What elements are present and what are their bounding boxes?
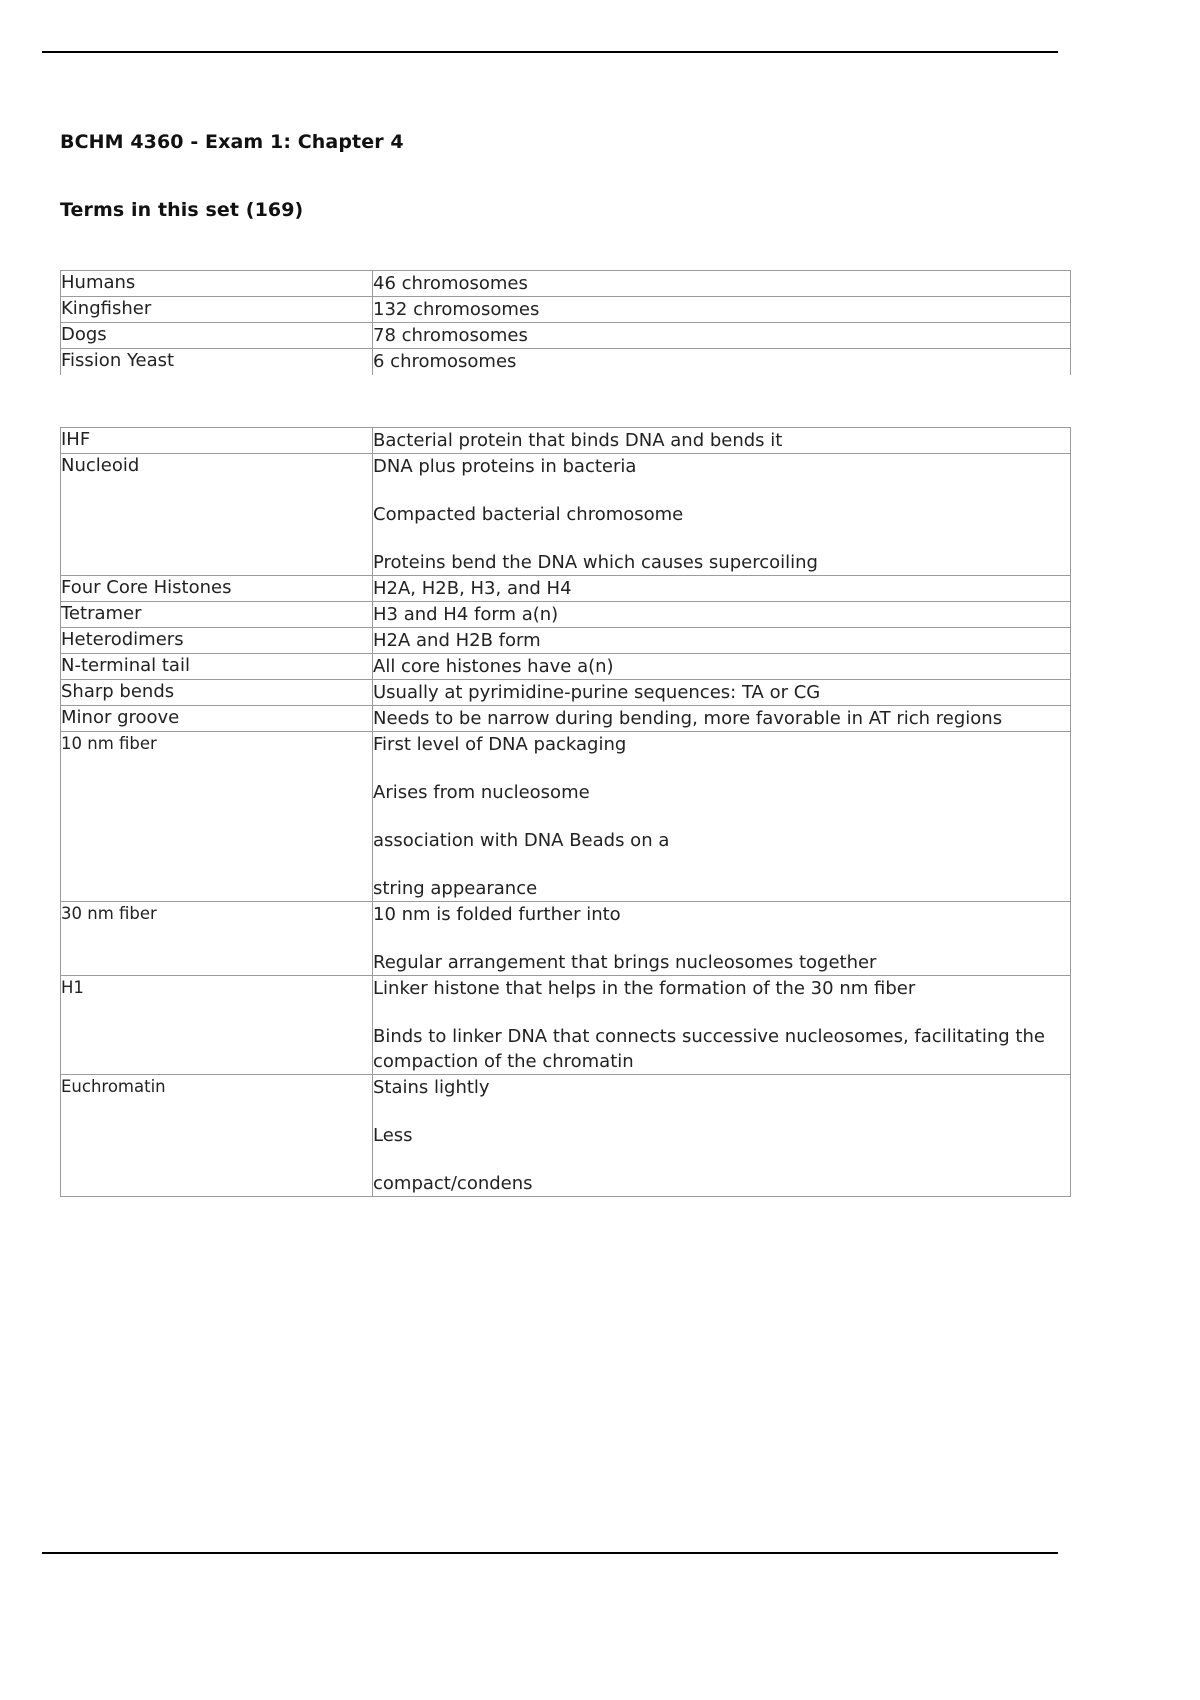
term-cell: Sharp bends [61,680,373,706]
term-cell: Euchromatin [61,1075,373,1197]
term-cell: Tetramer [61,602,373,628]
table-row [61,654,1071,680]
table-row [61,976,1071,1075]
definition-line: Usually at pyrimidine-purine sequences: TA or CG [373,682,821,703]
definition-line: Compacted bacterial chromosome [373,504,684,525]
term-cell: Dogs [61,323,373,349]
term-cell: N-terminal tail [61,654,373,680]
definition-line: Bacterial protein that binds DNA and bends it [373,430,783,451]
definition-line: Proteins bend the DNA which causes supercoiling [373,552,818,573]
term-cell: IHF [61,428,373,454]
chromatin-terms-body [61,428,1071,1197]
definition-line: Arises from nucleosome [373,782,590,803]
page-bottom-rule [42,1552,1058,1554]
table-row [61,428,1071,454]
definition-cell [373,428,1071,454]
definition-cell: 46 chromosomes [373,271,1071,297]
table-row [61,323,1071,349]
definition-cell [373,628,1071,654]
definition-line: Linker histone that helps in the formation of the 30 nm fiber [373,978,916,999]
table-row [61,349,1071,375]
table-row [61,902,1071,976]
table-row [61,732,1071,902]
table-row [61,706,1071,732]
table-row [61,271,1071,297]
term-cell: H1 [61,976,373,1075]
chromosome-counts-table [60,270,1071,375]
definition-cell [373,576,1071,602]
definition-line: H3 and H4 form a(n) [373,604,559,625]
definition-cell [373,602,1071,628]
term-cell: 10 nm fiber [61,732,373,902]
terms-count-heading: Terms in this set (169) [60,199,304,221]
definition-cell: 78 chromosomes [373,323,1071,349]
definition-line: association with DNA Beads on a [373,830,670,851]
term-cell: Nucleoid [61,454,373,576]
definition-cell: 6 chromosomes [373,349,1071,375]
definition-line: DNA plus proteins in bacteria [373,456,637,477]
term-cell: Humans [61,271,373,297]
definition-cell [373,454,1071,576]
term-cell: Minor groove [61,706,373,732]
definition-line: Stains lightly [373,1077,490,1098]
definition-line: H2A, H2B, H3, and H4 [373,578,572,599]
definition-cell [373,706,1071,732]
definition-line: Binds to linker DNA that connects successive nucleosomes, facilitating the compaction of the chromatin [373,1026,1045,1072]
definition-cell [373,680,1071,706]
definition-cell [373,1075,1071,1197]
table-row [61,602,1071,628]
term-cell: Kingfisher [61,297,373,323]
definition-line: Less [373,1125,413,1146]
table-row [61,1075,1071,1197]
definition-line: All core histones have a(n) [373,656,614,677]
definition-cell [373,732,1071,902]
chromosome-counts-body [61,271,1071,375]
table-row [61,628,1071,654]
definition-line: compact/condens [373,1173,533,1194]
definition-line: string appearance [373,878,538,899]
definition-line: Regular arrangement that brings nucleosomes together [373,952,877,973]
definition-line: First level of DNA packaging [373,734,627,755]
definition-line: 10 nm is folded further into [373,904,621,925]
chromatin-terms-table [60,427,1071,1197]
term-cell: Four Core Histones [61,576,373,602]
page-top-rule [42,51,1058,53]
definition-cell [373,902,1071,976]
term-cell: 30 nm fiber [61,902,373,976]
document-content [60,130,1080,1197]
table-row [61,454,1071,576]
table-row [61,680,1071,706]
definition-cell [373,654,1071,680]
term-cell: Heterodimers [61,628,373,654]
table-row [61,297,1071,323]
term-cell: Fission Yeast [61,349,373,375]
table-row [61,576,1071,602]
definition-line: Needs to be narrow during bending, more favorable in AT rich regions [373,708,1003,729]
page-title: BCHM 4360 - Exam 1: Chapter 4 [60,131,404,153]
definition-cell: 132 chromosomes [373,297,1071,323]
definition-cell [373,976,1071,1075]
definition-line: H2A and H2B form [373,630,541,651]
